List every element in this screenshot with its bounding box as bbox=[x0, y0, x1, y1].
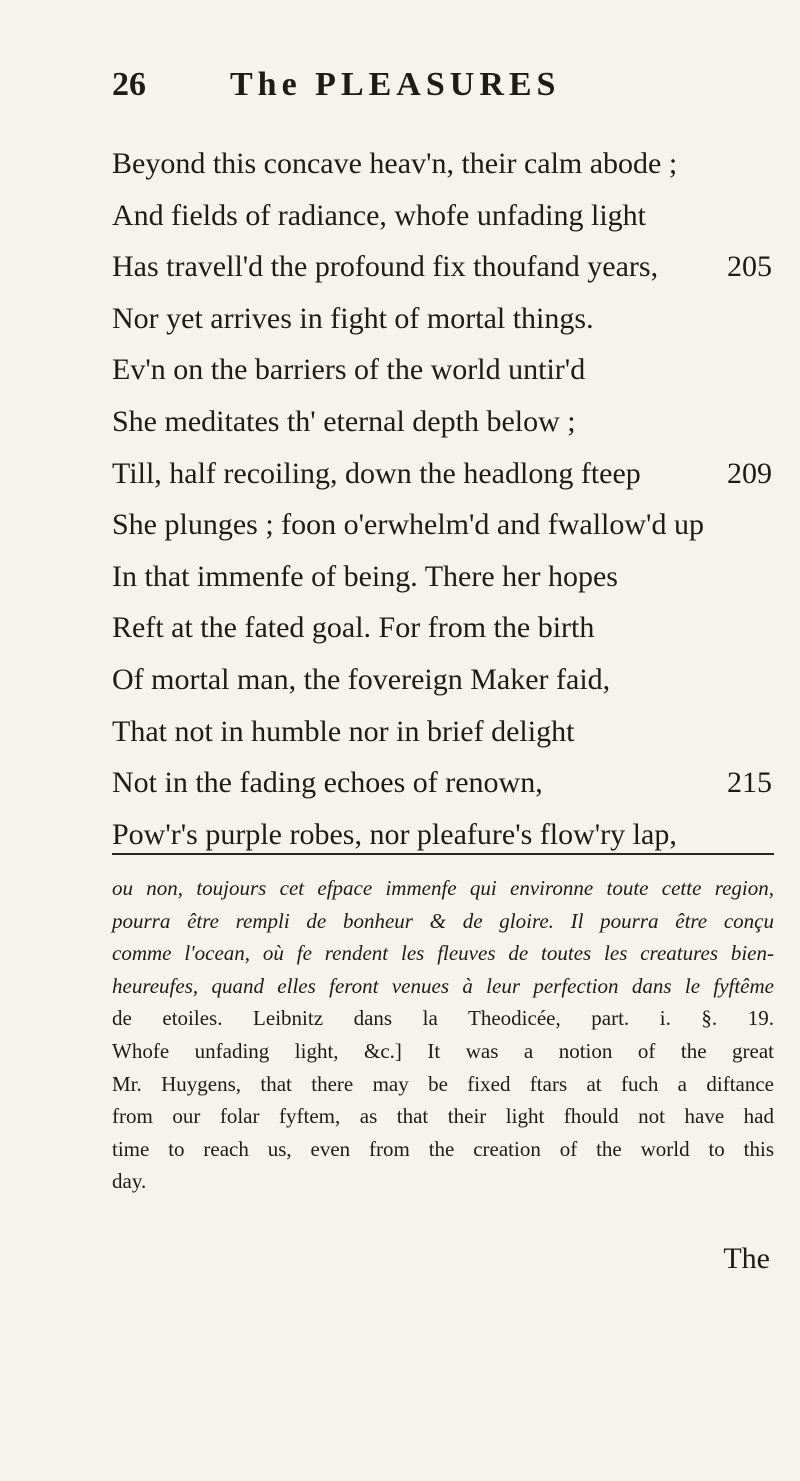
verse-line bbox=[112, 551, 772, 603]
verse-block bbox=[112, 138, 772, 860]
verse-line bbox=[112, 602, 772, 654]
catchword: The bbox=[723, 1242, 770, 1275]
verse-line bbox=[112, 757, 772, 809]
footnote-line: day. bbox=[112, 1169, 147, 1194]
verse-line bbox=[112, 138, 772, 190]
verse-text: Ev'n on the barriers of the world untir'd bbox=[112, 353, 586, 387]
verse-line bbox=[112, 706, 772, 758]
verse-line bbox=[112, 241, 772, 293]
footnote-line: de etoiles. Leibnitz dans la Theodicée, part. i. §. 19. bbox=[112, 1006, 774, 1031]
running-head: The PLEASURES bbox=[230, 66, 561, 103]
verse-text: Has travell'd the profound fix thoufand years, bbox=[112, 250, 659, 284]
verse-text: Pow'r's purple robes, nor pleafure's flow'ry lap, bbox=[112, 817, 677, 851]
verse-text: And fields of radiance, whofe unfading light bbox=[112, 198, 647, 232]
line-number: 209 bbox=[727, 456, 772, 490]
verse-text: That not in humble nor in brief delight bbox=[112, 714, 575, 748]
footnote-line: heureufes, quand elles feront venues à leur perfection dans le fyftême bbox=[112, 973, 774, 998]
verse-text: She meditates th' eternal depth below ; bbox=[112, 404, 576, 438]
footnote-line: ou non, toujours cet efpace immenfe qui environne toute cette region, bbox=[112, 876, 774, 900]
footnote-line: comme l'ocean, où fe rendent les fleuves de toutes les creatures bien- bbox=[112, 941, 774, 966]
footnote-line: from our folar fyftem, as that their light fhould not have had bbox=[112, 1104, 774, 1129]
page-number: 26 bbox=[112, 66, 146, 103]
verse-line bbox=[112, 190, 772, 242]
footnote-line: Whofe unfading light, &c.] It was a notion of the great bbox=[112, 1038, 774, 1063]
verse-line bbox=[112, 499, 772, 551]
line-number: 215 bbox=[727, 766, 772, 800]
verse-text: Nor yet arrives in fight of mortal things. bbox=[112, 301, 594, 335]
footnote-line: pourra être rempli de bonheur & de gloire. Il pourra être conçu bbox=[112, 908, 774, 933]
footnote-divider bbox=[112, 853, 774, 855]
page-header bbox=[112, 66, 672, 126]
verse-text: Not in the fading echoes of renown, bbox=[112, 766, 543, 800]
verse-text: She plunges ; foon o'erwhelm'd and fwallow'd up bbox=[112, 508, 704, 542]
verse-line bbox=[112, 654, 772, 706]
verse-text: Beyond this concave heav'n, their calm abode ; bbox=[112, 147, 678, 180]
verse-line bbox=[112, 396, 772, 448]
footnotes bbox=[112, 872, 774, 1198]
verse-line bbox=[112, 448, 772, 500]
verse-text: Of mortal man, the fovereign Maker faid, bbox=[112, 662, 611, 696]
line-number: 205 bbox=[727, 250, 772, 284]
verse-text: In that immenfe of being. There her hopes bbox=[112, 559, 618, 593]
footnote-line: time to reach us, even from the creation of the world to this bbox=[112, 1136, 774, 1161]
verse-text: Till, half recoiling, down the headlong fteep bbox=[112, 456, 641, 490]
verse-line bbox=[112, 344, 772, 396]
footnote-line: Mr. Huygens, that there may be fixed ftars at fuch a diftance bbox=[112, 1071, 774, 1096]
verse-line bbox=[112, 293, 772, 345]
verse-text: Reft at the fated goal. For from the birth bbox=[112, 611, 595, 645]
